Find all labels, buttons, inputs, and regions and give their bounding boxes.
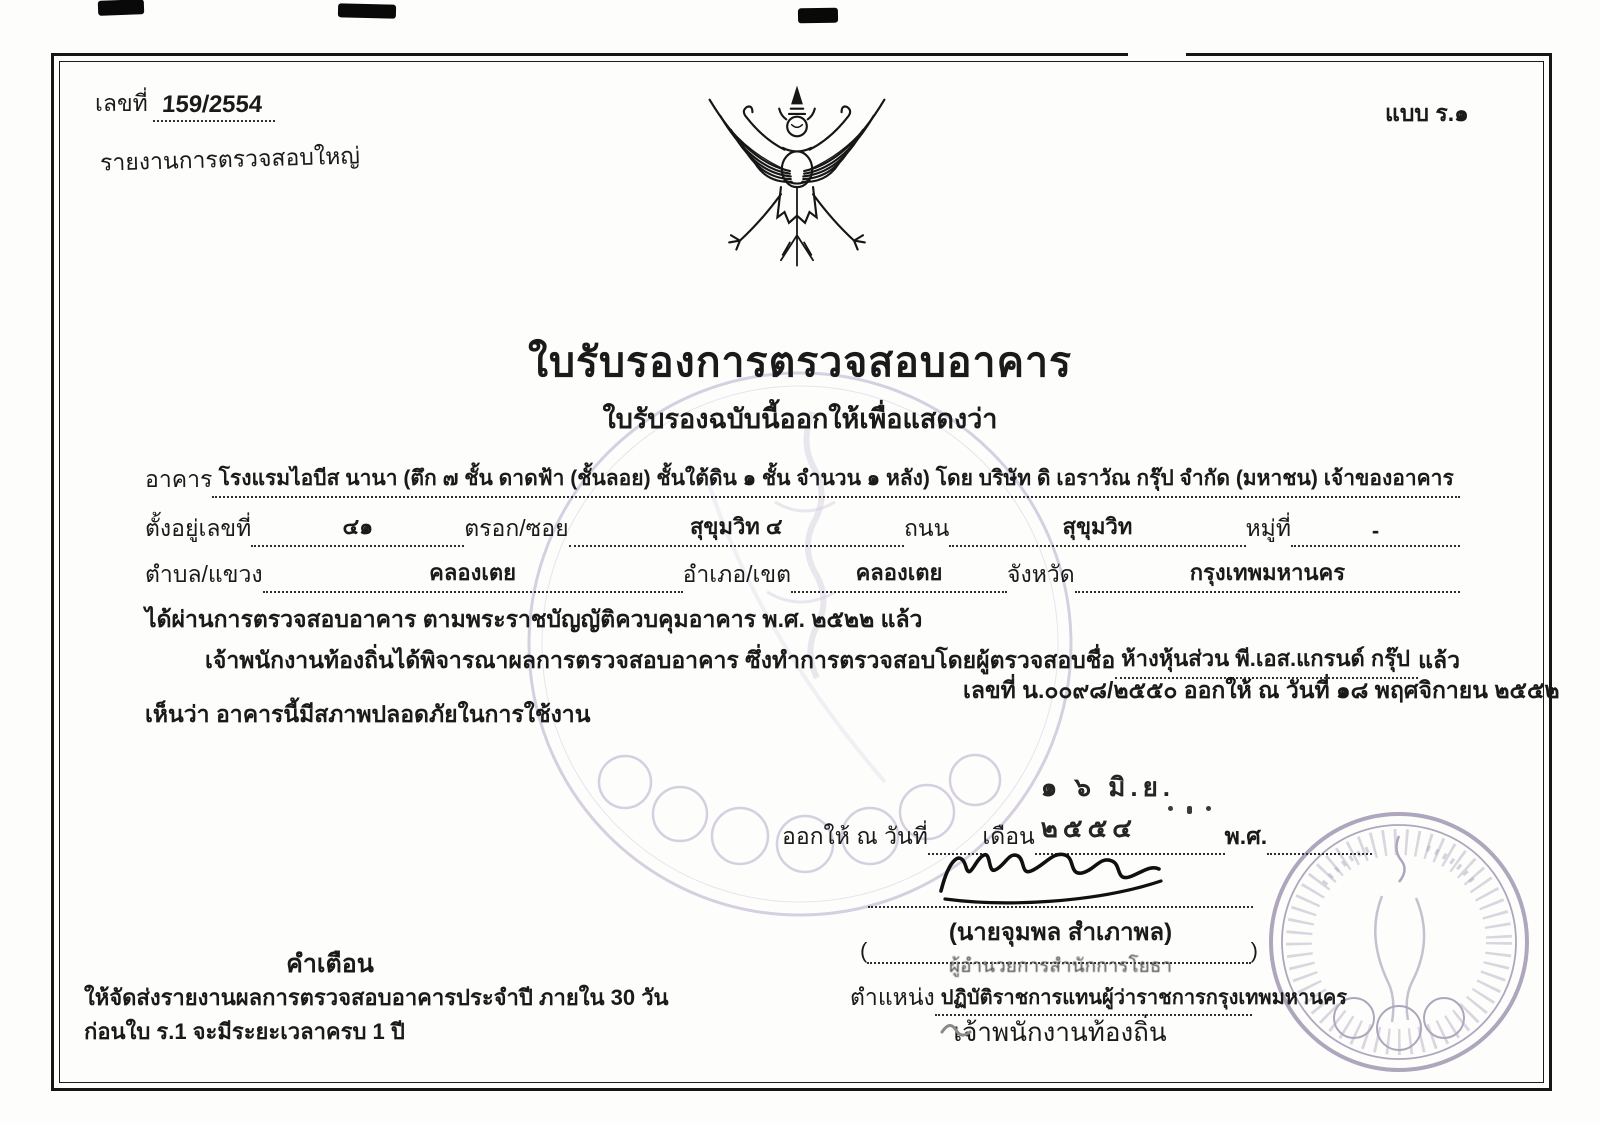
scan-artifact	[338, 3, 396, 19]
province-value: กรุงเทพมหานคร	[1189, 560, 1346, 585]
road-value: สุขุมวิท	[1062, 514, 1133, 539]
garuda-emblem-icon	[690, 72, 904, 304]
issued-year-field	[1267, 852, 1372, 855]
address-no-field	[251, 509, 464, 547]
date-stamp-value: ๑ ๖ มิ.ย. ๒๕๕๔	[1040, 772, 1176, 843]
position-row	[850, 980, 1347, 1016]
province-field	[1075, 555, 1460, 593]
month-label: เดือน	[982, 823, 1035, 849]
issued-label: ออกให้ ณ วันที่	[782, 823, 928, 849]
road-field	[949, 509, 1245, 547]
district-field	[791, 555, 1007, 593]
moo-field	[1291, 518, 1460, 547]
scan-artifact	[98, 0, 144, 16]
local-authority-title: เจ้าพนักงานท้องถิ่น	[953, 1017, 1167, 1047]
subdistrict-label: ตำบล/แขวง	[145, 561, 263, 587]
scan-artifact	[798, 8, 838, 24]
address-no-value: ๔๑	[342, 514, 374, 539]
paren-close: )	[1250, 938, 1258, 963]
moo-value: -	[1371, 518, 1380, 543]
province-label: จังหวัด	[1007, 561, 1075, 587]
form-code: แบบ ร.๑	[1385, 100, 1469, 126]
passed-statement: ได้ผ่านการตรวจสอบอาคาร ตามพระราชบัญญัติควบคุมอาคาร พ.ศ. ๒๕๒๒ แล้ว	[145, 606, 923, 632]
subdistrict-value: คลองเตย	[429, 560, 517, 585]
era-label: พ.ศ.	[1224, 823, 1268, 849]
doc-number-line	[95, 86, 276, 122]
building-value: โรงแรมไอบีส นานา (ตึก ๗ ชั้น ดาดฟ้า (ชั้นลอย) ชั้นใต้ดิน ๑ ชั้น จำนวน ๑ หลัง) โดย บริษัท ดิ เอราวัณ กรุ๊ป จำกัด (มหาชน) เจ้าของอาคาร	[218, 467, 1454, 490]
warning-title: คำเตือน	[286, 950, 374, 978]
opinion-statement: เห็นว่า อาคารนี้มีสภาพปลอดภัยในการใช้งาน	[145, 701, 591, 727]
subdistrict-field	[263, 555, 683, 593]
doc-number-label: เลขที่	[95, 90, 148, 116]
soi-field	[569, 509, 904, 547]
signer-name: (นายจุมพล สำเภาพล)	[948, 919, 1173, 946]
page-subtitle: ใบรับรองฉบับนี้ออกให้เพื่อแสดงว่า	[602, 404, 998, 434]
building-row	[145, 462, 1460, 498]
stray-mark	[938, 1018, 974, 1040]
warning-line-2: ก่อนใบ ร.1 จะมีระยะเวลาครบ 1 ปี	[84, 1019, 405, 1044]
border-scan-gap	[1128, 48, 1186, 61]
position-value: ปฏิบัติราชการแทนผู้ว่าราชการกรุงเทพมหานคร	[940, 987, 1347, 1009]
report-type: รายงานการตรวจสอบใหญ่	[99, 142, 361, 176]
paren-open: (	[860, 938, 868, 963]
inspector-license-line: เลขที่ น.๐๐๙๘/๒๕๕๐ ออกให้ ณ วันที่ ๑๘ พฤศจิกายน ๒๕๕๒	[963, 677, 1560, 703]
signature-line	[868, 880, 1253, 908]
building-label: อาคาร	[145, 466, 213, 492]
page-title: ใบรับรองการตรวจสอบอาคาร	[527, 339, 1073, 385]
district-value: คลองเตย	[855, 560, 943, 585]
position-label: ตำแหน่ง	[850, 984, 935, 1010]
soi-value: สุขุมวิท ๔	[689, 514, 783, 539]
signer-department: ผู้อำนวยการสำนักการโยธา	[948, 956, 1173, 977]
position-field	[935, 981, 1347, 1016]
address-no-label: ตั้งอยู่เลขที่	[145, 515, 252, 541]
warning-line-1: ให้จัดส่งรายงานผลการตรวจสอบอาคารประจำปี ภายใน 30 วัน	[84, 985, 669, 1010]
address-row	[145, 509, 1460, 547]
building-field	[212, 462, 1460, 498]
moo-label: หมู่ที่	[1245, 515, 1291, 541]
inspector-suffix: แล้ว	[1418, 647, 1460, 673]
doc-number-value: 159/2554	[153, 91, 277, 122]
district-row	[145, 555, 1460, 593]
inspector-value: ห้างหุ้นส่วน พี.เอส.แกรนด์ กรุ๊ป	[1121, 646, 1410, 671]
district-label: อำเภอ/เขต	[682, 561, 792, 587]
soi-label: ตรอก/ซอย	[464, 515, 569, 541]
stamp-residue-dots	[1168, 806, 1211, 814]
inspector-statement: เจ้าพนักงานท้องถิ่นได้พิจารณาผลการตรวจสอบอาคาร ซึ่งทำการตรวจสอบโดยผู้ตรวจสอบชื่อ	[205, 647, 1116, 673]
road-label: ถนน	[903, 515, 950, 541]
